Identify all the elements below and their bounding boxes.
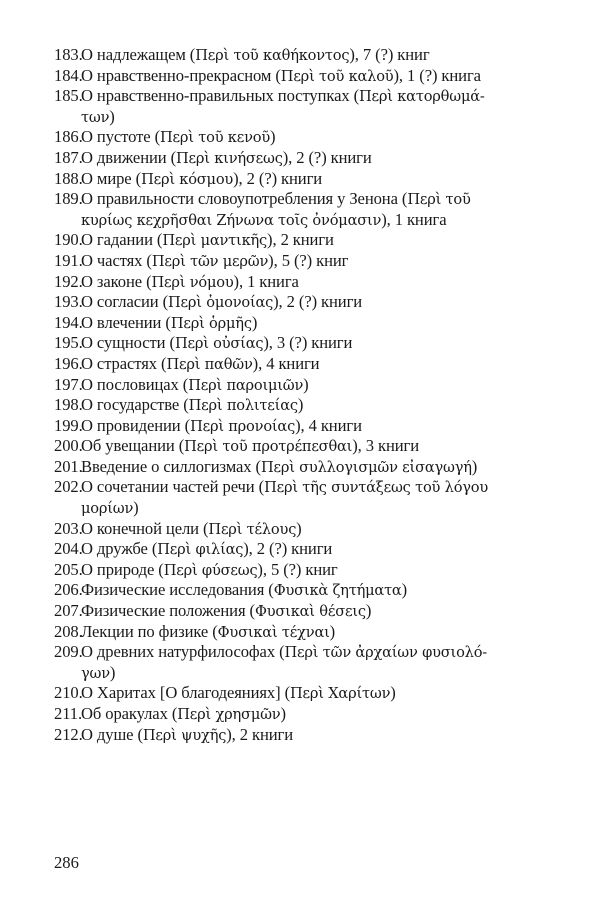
- entry-russian-title: О конечной цели: [81, 518, 199, 538]
- entry-russian-title: О дружбе: [81, 539, 148, 559]
- entry-number: 201.: [54, 456, 83, 476]
- entry-russian-title: О сущности: [81, 333, 166, 353]
- entry-greek-title: Περὶ τέλους: [208, 520, 297, 538]
- entry-greek-title: Περὶ Χαρίτων: [290, 685, 391, 703]
- list-item: 191.О частях (Περὶ τῶν μερῶν), 5 (?) книг: [54, 250, 349, 270]
- entry-volume-count: , 1 книга: [238, 271, 299, 291]
- entry-volume-count: , 1 книга: [386, 209, 447, 229]
- entry-russian-title: Физические положения: [81, 601, 246, 621]
- entry-russian-title: О законе: [81, 271, 143, 291]
- list-item: 187.О движении (Περὶ κινήσεως), 2 (?) книги: [54, 147, 372, 167]
- entry-greek-title: Περὶ παροιμιῶν: [188, 376, 304, 394]
- entry-number: 211.: [54, 704, 83, 723]
- entry-number: 189.: [54, 189, 83, 209]
- entry-greek-title: Περὶ τῶν ἀρχαίων φυσιολό-: [284, 644, 488, 662]
- entry-volume-count: , 5 (?) книг: [273, 250, 349, 270]
- entry-volume-count: , 2 (?) книги: [278, 292, 363, 312]
- entry-greek-title: Φυσικαὶ τέχναι: [217, 623, 330, 641]
- entry-greek-title-continued: κυρίως κεχρῆσθαι Ζήνωνα τοῖς ὀνόμασιν: [81, 211, 382, 229]
- entry-greek-title: Περὶ κινήσεως: [176, 149, 283, 167]
- entry-volume-count: , 2 (?) книги: [248, 539, 333, 559]
- entry-volume-count: , 5 (?) книг: [262, 559, 338, 579]
- entry-number: 184.: [54, 65, 83, 85]
- entry-number: 188.: [54, 168, 83, 188]
- entry-russian-title: О страстях: [81, 353, 157, 373]
- entry-russian-title: Об оракулах: [81, 704, 168, 723]
- entry-russian-title: О частях: [81, 250, 143, 270]
- list-item: 193.О согласии (Περὶ ὁμονοίας), 2 (?) книги: [54, 292, 363, 312]
- entry-greek-title: Περὶ τοῦ καθήκοντος: [195, 47, 350, 64]
- list-item: 199.О провидении (Περὶ προνοίας), 4 книги: [54, 415, 362, 435]
- entry-number: 199.: [54, 415, 83, 435]
- entry-russian-title: О нравственно-прекрасном: [81, 65, 272, 85]
- entry-number: 192.: [54, 271, 83, 291]
- entry-number: 207.: [54, 601, 83, 621]
- entry-volume-count: , 1 (?) книга: [398, 65, 481, 85]
- entry-greek-title: Περὶ κόσμου: [141, 170, 234, 188]
- entry-volume-count: , 4 книги: [300, 415, 362, 435]
- entry-number: 198.: [54, 395, 83, 415]
- entry-greek-title: Περὶ φύσεως: [163, 561, 258, 579]
- list-item: 196.О страстях (Περὶ παθῶν), 4 книги: [54, 353, 320, 373]
- entry-number: 187.: [54, 147, 83, 167]
- entry-russian-title: О пустоте: [81, 127, 151, 147]
- entry-russian-title: О древних натурфилософах: [81, 642, 276, 662]
- entry-russian-title: Об увещании: [81, 436, 175, 456]
- list-item: 206.Физические исследования (Φυσικὰ ζητήματα): [54, 580, 408, 600]
- entry-greek-title: Περὶ ψυχῆς: [142, 726, 227, 744]
- entry-number: 204.: [54, 539, 83, 559]
- document-page: [54, 45, 550, 745]
- entry-greek-title: Περὶ νόμου: [151, 273, 234, 291]
- entry-russian-title: О пословицах: [81, 374, 179, 394]
- list-item: 186.О пустоте (Περὶ τοῦ κενοῦ): [54, 127, 276, 147]
- entry-number: 190.: [54, 230, 83, 250]
- entry-russian-title: О гадании: [81, 230, 153, 250]
- entry-number: 194.: [54, 312, 83, 332]
- entry-greek-title: Περὶ τοῦ καλοῦ: [280, 67, 394, 85]
- entry-greek-title: Περὶ τοῦ προτρέπεσθαι: [184, 438, 353, 456]
- entry-russian-title: О влечении: [81, 312, 162, 332]
- entry-volume-count: , 4 книги: [258, 353, 320, 373]
- list-item: 184.О нравственно-прекрасном (Περὶ τοῦ καλοῦ), 1 (?) книга: [54, 65, 481, 85]
- list-item: 189.О правильности словоупотребления у Зенона (Περὶ τοῦ κυρίως κεχρῆσθαι Ζήνωνα τοῖς ὀνόμασιν), 1 книга: [54, 189, 471, 229]
- entry-volume-count: , 3 (?) книги: [268, 333, 353, 353]
- entry-russian-title: О природе: [81, 559, 155, 579]
- entry-greek-title-continued: γων: [81, 664, 110, 682]
- entry-number: 183.: [54, 45, 83, 64]
- page-number: 286: [54, 853, 79, 872]
- list-item: 200.Об увещании (Περὶ τοῦ προτρέπεσθαι), 3 книги: [54, 436, 419, 456]
- entry-russian-title: О сочетании частей речи: [81, 477, 255, 497]
- entry-volume-count: , 2 (?) книги: [238, 168, 323, 188]
- entry-number: 206.: [54, 580, 83, 600]
- list-item: 202.О сочетании частей речи (Περὶ τῆς συντάξεως τοῦ λόγου μορίων): [54, 477, 489, 518]
- entry-russian-title: О согласии: [81, 292, 159, 312]
- entry-number: 205.: [54, 559, 83, 579]
- list-item: 205.О природе (Περὶ φύσεως), 5 (?) книг: [54, 559, 338, 579]
- entry-greek-title: Περὶ τῆς συντάξεως τοῦ λόγου: [264, 479, 489, 497]
- entry-greek-title: Περὶ κατορθωμά-: [359, 88, 485, 106]
- list-item: 207.Физические положения (Φυσικαὶ θέσεις): [54, 601, 372, 621]
- entry-russian-title: О душе: [81, 724, 134, 744]
- entry-greek-title: Φυσικὰ ζητήματα: [273, 582, 402, 600]
- entry-greek-title: Περὶ ὁρμῆς: [170, 314, 252, 332]
- list-item: 212.О душе (Περὶ ψυχῆς), 2 книги: [54, 724, 294, 744]
- list-item: 183.О надлежащем (Περὶ τοῦ καθήκοντος), 7 (?) книг: [54, 45, 430, 64]
- entry-russian-title: Физические исследования: [81, 580, 265, 600]
- entry-greek-title: Περὶ ὁμονοίας: [168, 294, 274, 312]
- list-item: 192.О законе (Περὶ νόμου), 1 книга: [54, 271, 299, 291]
- entry-number: 197.: [54, 374, 83, 394]
- list-item: 209.О древних натурфилософах (Περὶ τῶν ἀρχαίων φυσιολό- γων): [54, 642, 488, 682]
- entry-volume-count: , 2 книги: [272, 230, 334, 250]
- entry-greek-title-continued: μορίων: [81, 500, 134, 518]
- entry-russian-title: О мире: [81, 168, 132, 188]
- list-item: 208.Лекции по физике (Φυσικαὶ τέχναι): [54, 621, 336, 641]
- entry-greek-title: Περὶ τοῦ κενοῦ: [160, 129, 271, 147]
- entry-number: 208.: [54, 621, 83, 641]
- entry-greek-title: Περὶ παθῶν: [166, 355, 253, 373]
- entry-volume-count: , 2 книги: [231, 724, 294, 744]
- entry-russian-title: О нравственно-правильных поступках: [81, 86, 350, 106]
- list-item: 198.О государстве (Περὶ πολιτείας): [54, 395, 304, 415]
- entry-number: 200.: [54, 436, 83, 456]
- entry-greek-title: Περὶ πολιτείας: [188, 397, 298, 415]
- entry-greek-title: Περὶ χρησμῶν: [177, 706, 281, 723]
- entry-number: 212.: [54, 724, 83, 744]
- entry-number: 209.: [54, 642, 83, 662]
- list-item: 203.О конечной цели (Περὶ τέλους): [54, 518, 302, 538]
- entry-greek-title: Περὶ μαντικῆς: [162, 232, 268, 250]
- entry-number: 195.: [54, 333, 83, 353]
- entry-russian-title: О движении: [81, 147, 167, 167]
- list-item: 194.О влечении (Περὶ ὁρμῆς): [54, 312, 258, 332]
- list-item: 201.Введение о силлогизмах (Περὶ συλλογισμῶν εἰσαγωγή): [54, 456, 478, 476]
- entry-number: 210.: [54, 683, 83, 703]
- entry-russian-title: О правильности словоупотребления у Зенона: [81, 189, 398, 209]
- entry-number: 196.: [54, 353, 83, 373]
- entry-number: 203.: [54, 518, 83, 538]
- list-item: 197.О пословицах (Περὶ παροιμιῶν): [54, 374, 309, 394]
- list-item: 188.О мире (Περὶ κόσμου), 2 (?) книги: [54, 168, 323, 188]
- entry-greek-title-continued: των: [81, 108, 110, 126]
- entry-greek-title: Περὶ τῶν μερῶν: [151, 252, 269, 270]
- entry-volume-count: , 7 (?) книг: [354, 45, 430, 64]
- list-item: 185.О нравственно-правильных поступках (Περὶ κατορθωμά- των): [54, 86, 485, 126]
- entry-russian-title: О государстве: [81, 395, 180, 415]
- list-item: 210.О Харитах [О благодеяниях] (Περὶ Χαρίτων): [54, 683, 396, 703]
- entry-greek-title: Περὶ οὐσίας: [174, 335, 264, 353]
- entry-russian-title: О надлежащем: [81, 45, 186, 64]
- list-item: 211.Об оракулах (Περὶ χρησμῶν): [54, 704, 286, 723]
- entry-volume-count: , 2 (?) книги: [288, 147, 372, 167]
- entry-number: 193.: [54, 292, 83, 312]
- entry-number: 185.: [54, 86, 83, 106]
- entry-greek-title: Περὶ φιλίας: [157, 541, 244, 559]
- entry-russian-title: Лекции по физике: [81, 621, 209, 641]
- entry-greek-title: Φυσικαὶ θέσεις: [254, 603, 366, 621]
- list-item: 204.О дружбе (Περὶ φιλίας), 2 (?) книги: [54, 539, 333, 559]
- list-item: 190.О гадании (Περὶ μαντικῆς), 2 книги: [54, 230, 334, 250]
- entry-russian-title: О провидении: [81, 415, 181, 435]
- entry-greek-title: Περὶ προνοίας: [190, 417, 296, 435]
- entry-greek-title: Περὶ συλλογισμῶν εἰσαγωγή: [260, 458, 472, 476]
- entry-number: 191.: [54, 250, 83, 270]
- entry-russian-title: О Харитах [О благодеяниях]: [81, 683, 281, 703]
- entry-greek-title: Περὶ τοῦ: [407, 191, 471, 209]
- entry-volume-count: , 3 книги: [357, 436, 419, 456]
- entry-number: 186.: [54, 127, 83, 147]
- list-item: 195.О сущности (Περὶ οὐσίας), 3 (?) книги: [54, 333, 353, 353]
- entry-russian-title: Введение о силлогизмах: [81, 456, 252, 476]
- entry-number: 202.: [54, 477, 83, 497]
